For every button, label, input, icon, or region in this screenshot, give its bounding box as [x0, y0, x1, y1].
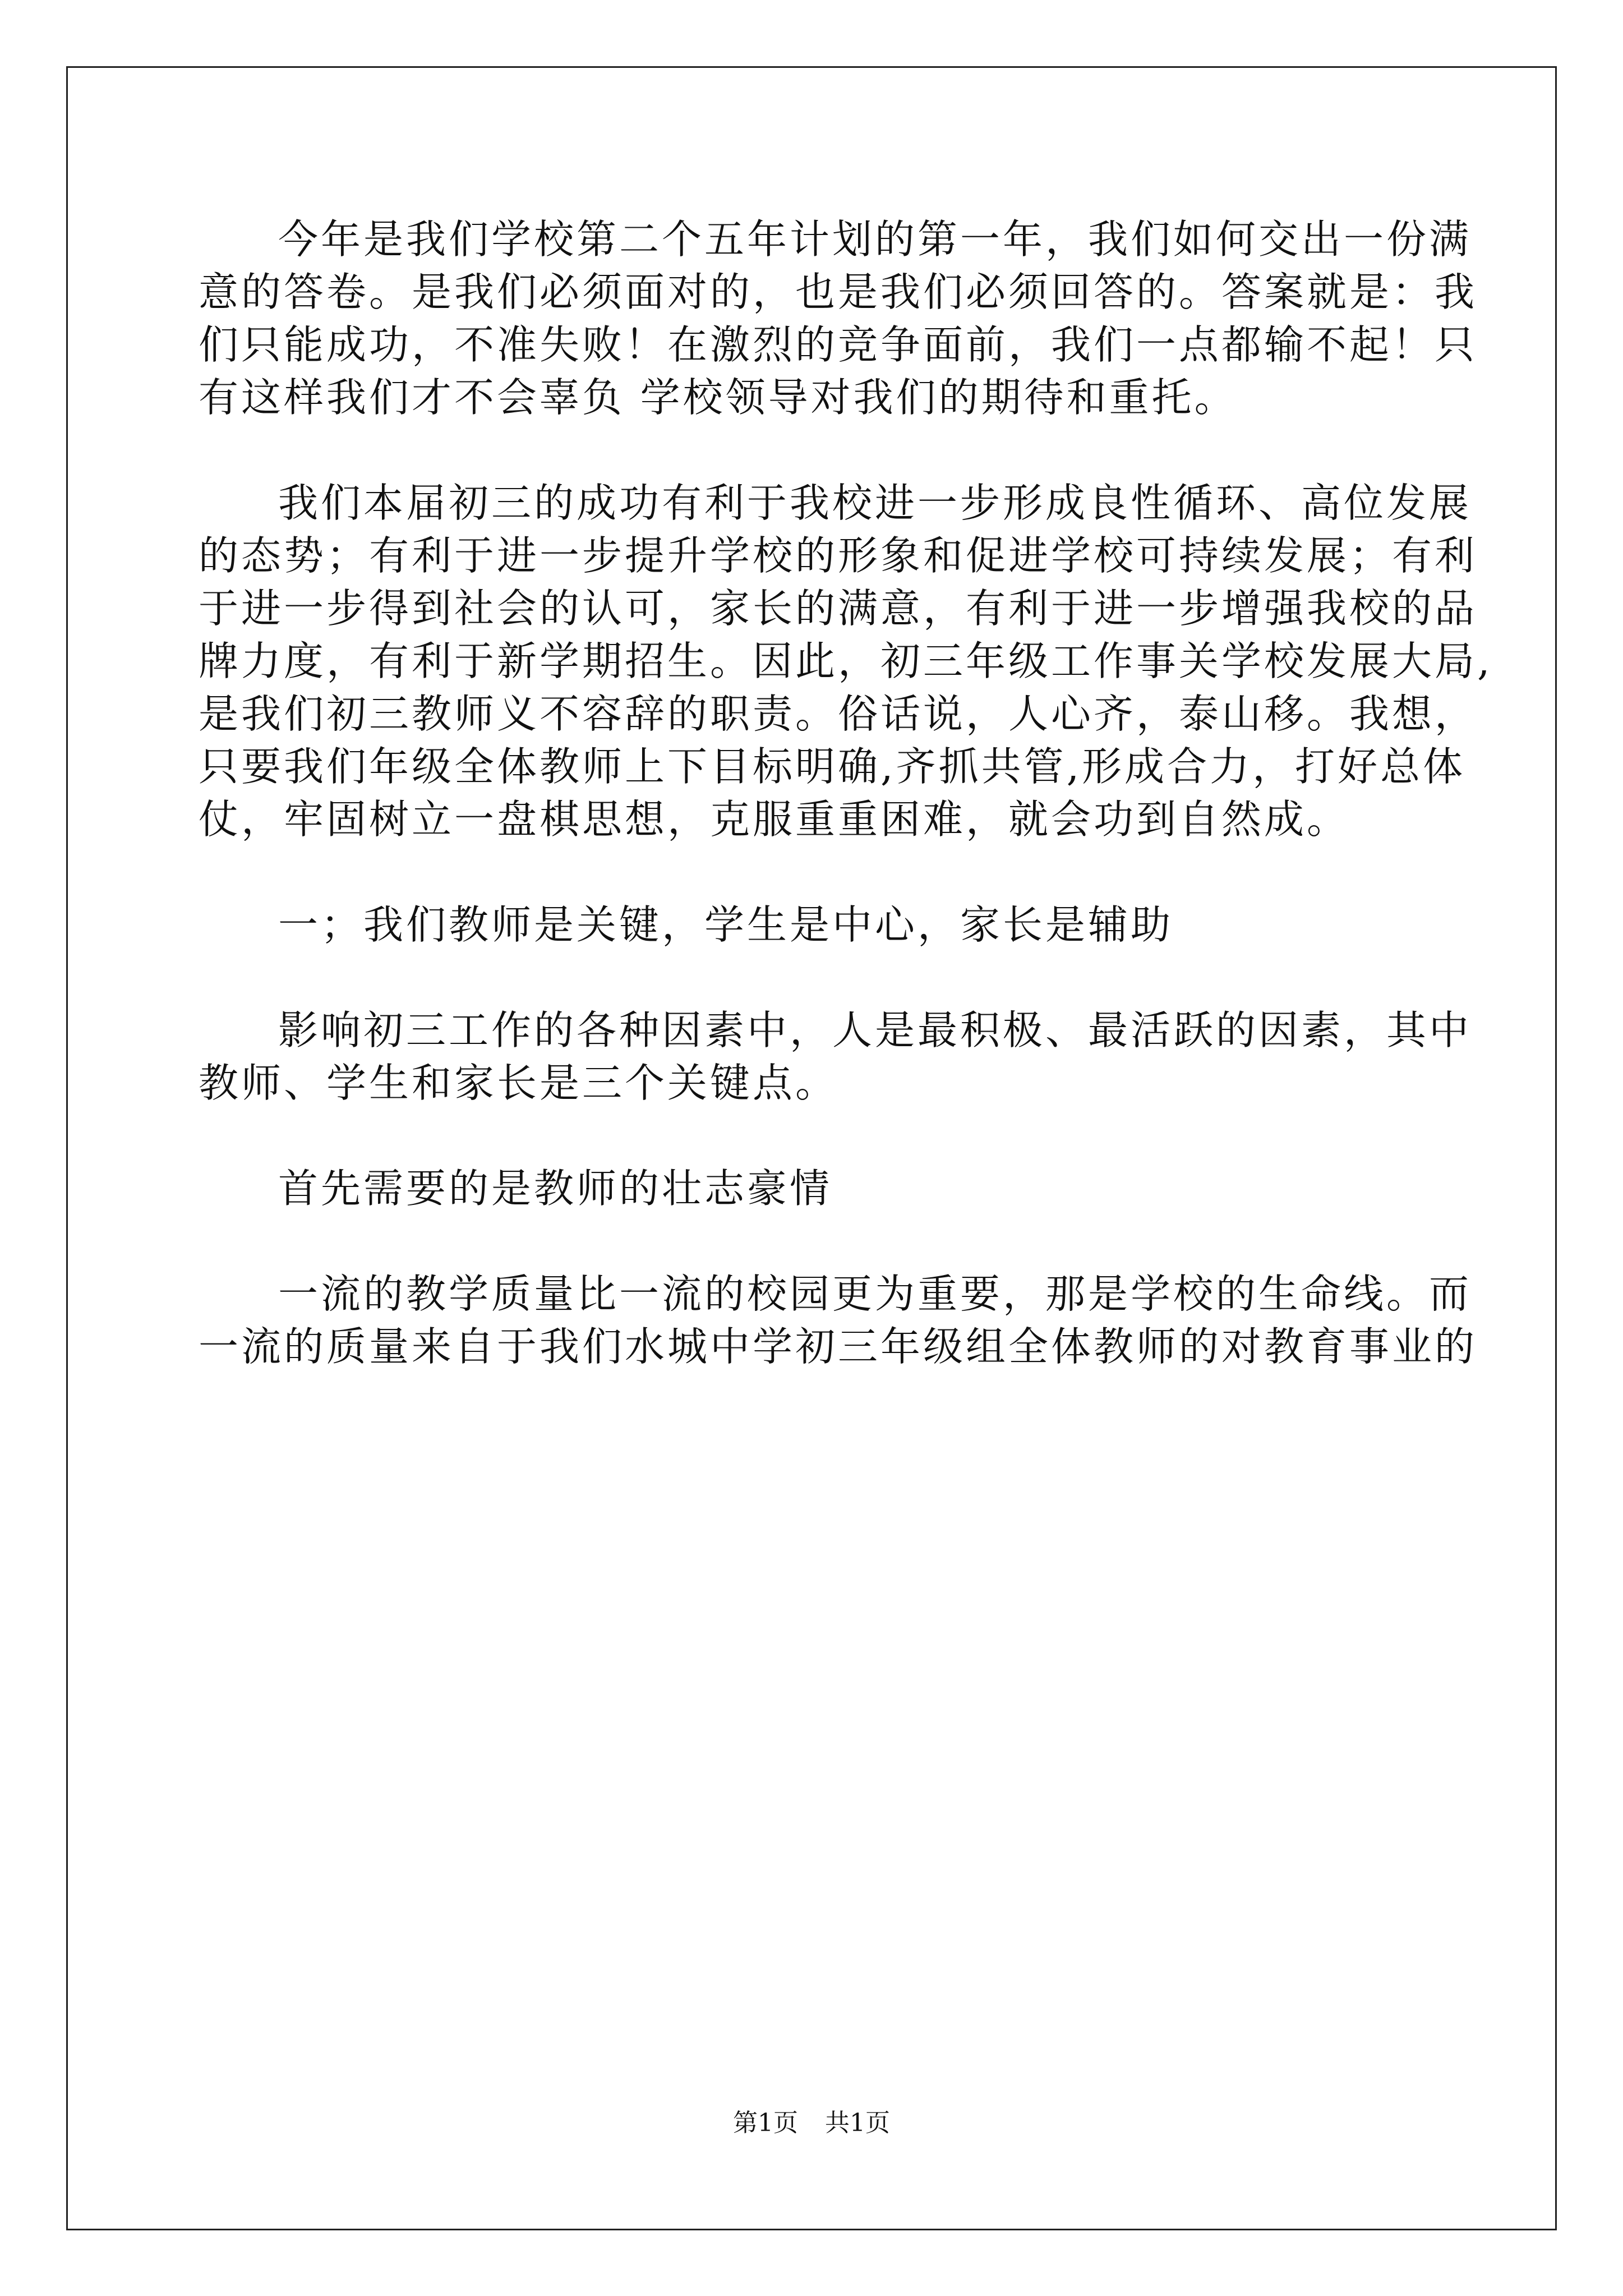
text-line: 们只能成功，不准失败！在激烈的竞争面前，我们一点都输不起！只	[199, 321, 1478, 368]
page-total: 共1页	[825, 2109, 890, 2137]
paragraph-2	[199, 477, 1493, 846]
text-line: 是我们初三教师义不容辞的职责。俗话说，人心齐，泰山移。我想，	[199, 691, 1478, 737]
text-line: 仗，牢固树立一盘棋思想，克服重重困难，就会功到自然成。	[199, 796, 1350, 843]
text-line: 有这样我们才不会辜负 学校领导对我们的期待和重托。	[199, 374, 1237, 421]
text-line: 一；我们教师是关键，学生是中心，家长是辅助	[278, 901, 1174, 948]
paragraph-4	[199, 1268, 1478, 1373]
text-line: 首先需要的是教师的壮志豪情	[278, 1165, 833, 1212]
page-number: 第1页	[733, 2109, 798, 2137]
subheading	[199, 1162, 1432, 1215]
text-line: 今年是我们学校第二个五年计划的第一年，我们如何交出一份满	[278, 216, 1472, 263]
text-line: 教师、学生和家长是三个关键点。	[199, 1060, 838, 1106]
section-heading	[199, 899, 1432, 951]
page-footer	[0, 2106, 1623, 2140]
text-line: 我们本届初三的成功有利于我校进一步形成良性循环、高位发展	[278, 480, 1472, 526]
text-line: 于进一步得到社会的认可，家长的满意，有利于进一步增强我校的品	[199, 585, 1478, 632]
text-line: 一流的教学质量比一流的校园更为重要，那是学校的生命线。而	[278, 1271, 1472, 1317]
paragraph-3	[199, 1004, 1472, 1110]
text-line: 影响初三工作的各种因素中，人是最积极、最活跃的因素，其中	[278, 1007, 1472, 1053]
text-line: 牌力度，有利于新学期招生。因此，初三年级工作事关学校发展大局,	[199, 638, 1493, 684]
text-line: 意的答卷。是我们必须面对的，也是我们必须回答的。答案就是：我	[199, 269, 1478, 315]
text-line: 只要我们年级全体教师上下目标明确,齐抓共管,形成合力，打好总体	[199, 743, 1466, 790]
document-body	[199, 213, 1493, 1426]
text-line: 的态势；有利于进一步提升学校的形象和促进学校可持续发展；有利	[199, 532, 1478, 579]
text-line: 一流的质量来自于我们水城中学初三年级组全体教师的对教育事业的	[199, 1323, 1478, 1370]
paragraph-1	[199, 213, 1478, 424]
